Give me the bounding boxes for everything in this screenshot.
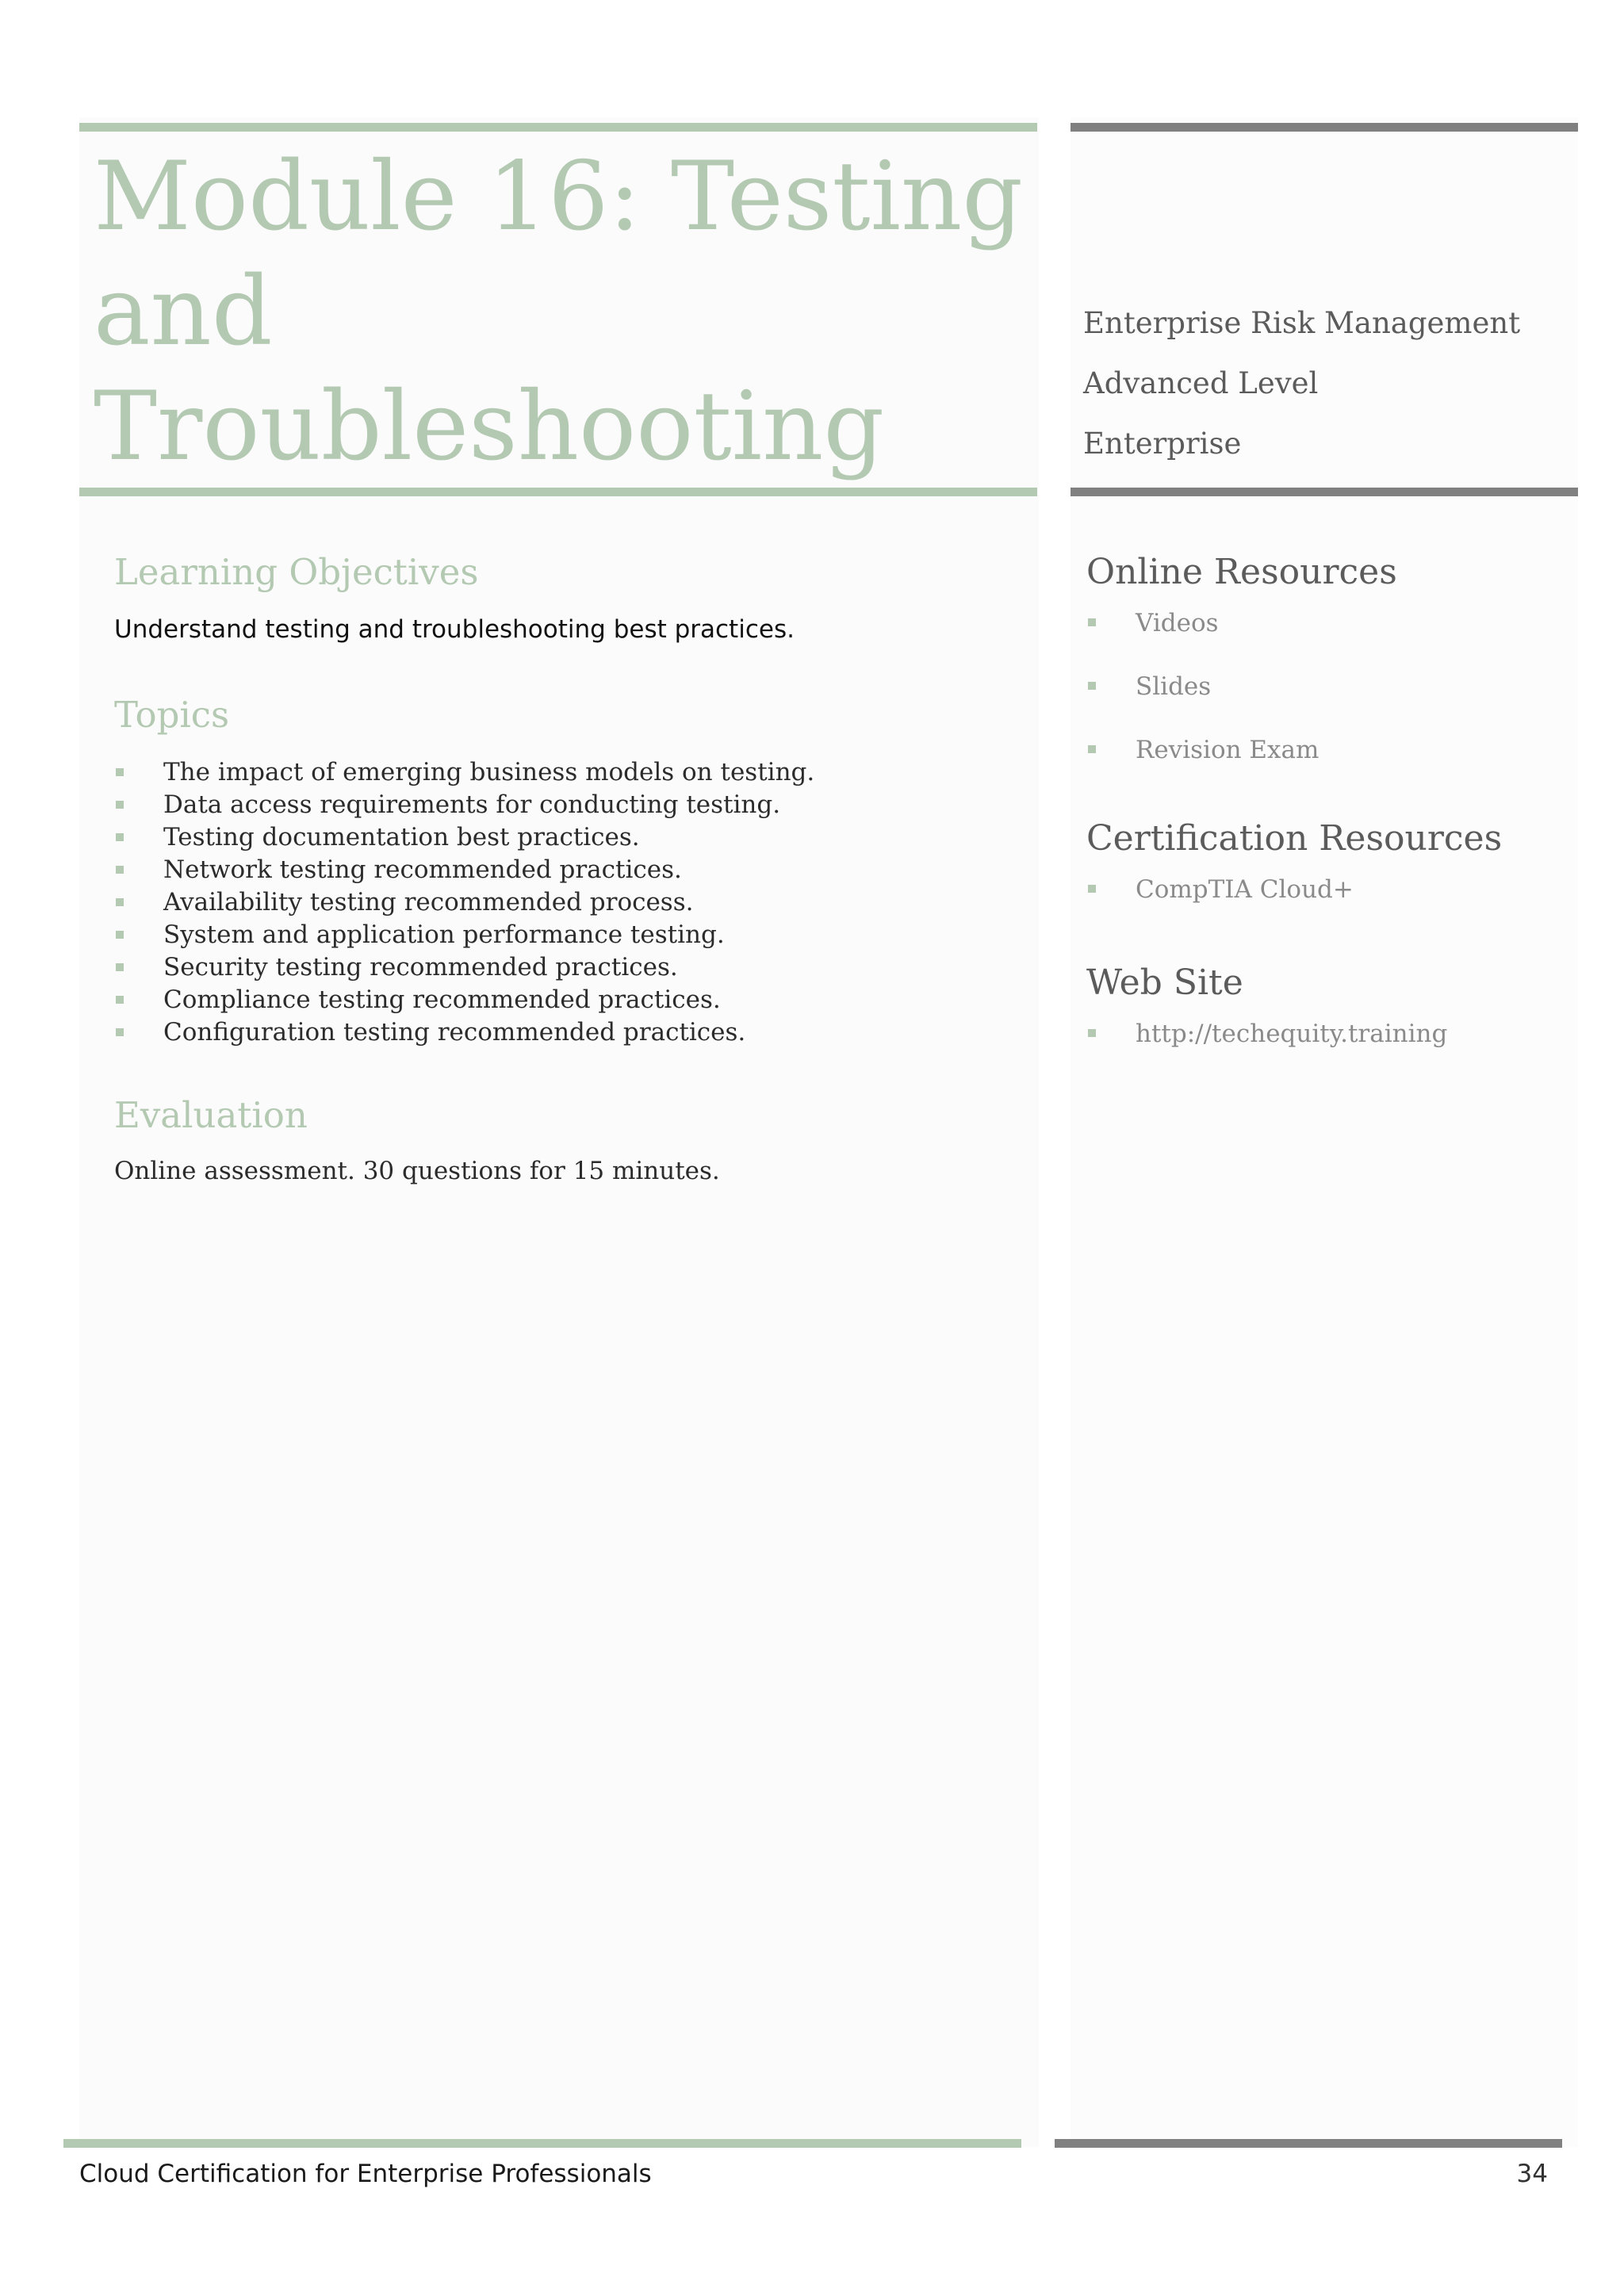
title-line: and <box>94 257 273 367</box>
meta-audience: Enterprise <box>1083 427 1242 461</box>
title-top-rule <box>79 123 1037 132</box>
resource-item-revision-exam[interactable] <box>1086 733 1578 796</box>
square-bullet-icon <box>116 996 124 1004</box>
square-bullet-icon <box>1088 745 1096 753</box>
list-item <box>114 789 1026 821</box>
list-item <box>114 951 1026 984</box>
resource-label: CompTIA Cloud+ <box>1136 875 1354 904</box>
topic-text: Security testing recommended practices. <box>163 953 678 982</box>
square-bullet-icon <box>116 931 124 939</box>
footer-green-rule <box>63 2139 1021 2148</box>
topic-text: Testing documentation best practices. <box>163 823 640 851</box>
square-bullet-icon <box>1088 885 1096 893</box>
topic-text: Data access requirements for conducting testing. <box>163 790 781 819</box>
resource-item-comptia-cloud[interactable] <box>1086 872 1578 936</box>
square-bullet-icon <box>1088 1029 1096 1037</box>
topic-text: Network testing recommended practices. <box>163 855 682 884</box>
evaluation-text: Online assessment. 30 questions for 15 minutes. <box>114 1157 720 1185</box>
square-bullet-icon <box>116 963 124 971</box>
topic-text: Compliance testing recommended practices. <box>163 985 721 1014</box>
resource-item-videos[interactable] <box>1086 606 1578 669</box>
title-line: Module 16: Testing <box>94 142 1024 252</box>
objectives-heading: Learning Objectives <box>114 551 479 593</box>
meta-category: Enterprise Risk Management <box>1083 306 1521 340</box>
module-details <box>114 549 1026 1187</box>
certification-resources-heading: Certification Resources <box>1086 818 1503 859</box>
square-bullet-icon <box>116 801 124 809</box>
square-bullet-icon <box>116 866 124 874</box>
topics-list <box>114 756 1026 1049</box>
square-bullet-icon <box>116 898 124 906</box>
web-site-link[interactable] <box>1086 1016 1578 1080</box>
resource-label: Slides <box>1136 672 1212 701</box>
online-resources-heading: Online Resources <box>1086 552 1397 592</box>
resource-item-slides[interactable] <box>1086 669 1578 733</box>
topics-heading: Topics <box>114 694 230 736</box>
footer-grey-rule <box>1055 2139 1562 2148</box>
square-bullet-icon <box>1088 682 1096 690</box>
online-resources-list <box>1086 606 1578 796</box>
web-site-list <box>1086 1016 1578 1080</box>
evaluation-heading: Evaluation <box>114 1094 308 1136</box>
resource-label: Videos <box>1136 609 1219 637</box>
topic-text: System and application performance testing. <box>163 920 725 949</box>
page-number: 34 <box>1516 2160 1548 2188</box>
title-line: Troubleshooting <box>94 372 885 482</box>
topic-text: Availability testing recommended process. <box>163 888 694 916</box>
web-site-url: http://techequity.training <box>1136 1020 1448 1048</box>
meta-level: Advanced Level <box>1083 366 1319 400</box>
meta-bottom-rule <box>1071 488 1578 496</box>
list-item <box>114 886 1026 919</box>
list-item <box>114 1016 1026 1049</box>
square-bullet-icon <box>116 833 124 841</box>
page-title <box>94 140 1037 484</box>
topic-text: The impact of emerging business models on testing. <box>163 758 815 786</box>
list-item <box>114 984 1026 1016</box>
certification-resources-list <box>1086 872 1578 936</box>
list-item <box>114 821 1026 854</box>
list-item <box>114 854 1026 886</box>
footer-title: Cloud Certification for Enterprise Professionals <box>79 2160 652 2188</box>
square-bullet-icon <box>116 768 124 776</box>
title-bottom-rule <box>79 488 1037 496</box>
resources-sidebar <box>1086 549 1578 1080</box>
list-item <box>114 919 1026 951</box>
square-bullet-icon <box>116 1028 124 1036</box>
resource-label: Revision Exam <box>1136 736 1320 764</box>
objectives-text: Understand testing and troubleshooting best practices. <box>114 615 795 644</box>
square-bullet-icon <box>1088 618 1096 626</box>
web-site-heading: Web Site <box>1086 962 1243 1003</box>
module-meta <box>1083 300 1575 480</box>
list-item <box>114 756 1026 789</box>
topic-text: Configuration testing recommended practices. <box>163 1018 746 1047</box>
meta-top-rule <box>1071 123 1578 132</box>
